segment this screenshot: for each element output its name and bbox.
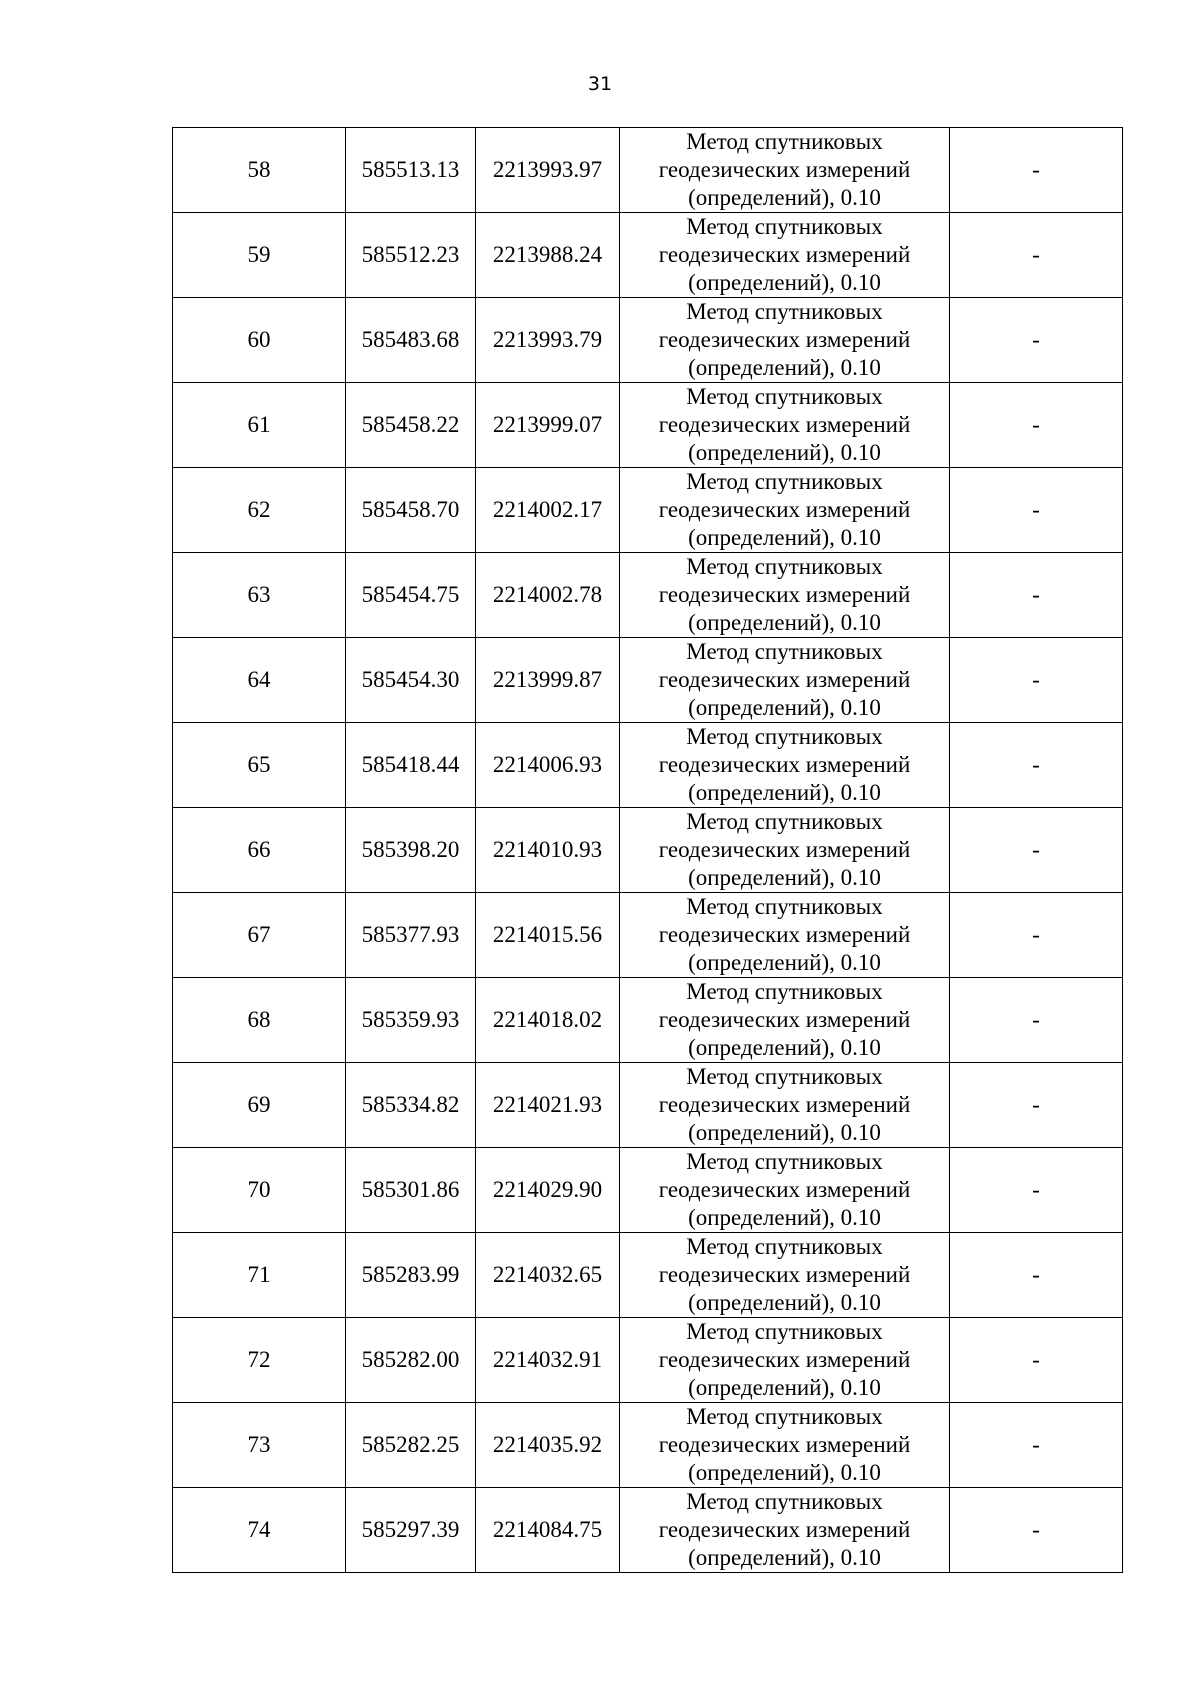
method-cell: [620, 1318, 950, 1403]
method-text-line: геодезических измерений: [658, 1347, 911, 1372]
method-text-line: (определений), 0.10: [688, 525, 881, 550]
method-text-line: (определений), 0.10: [688, 950, 881, 975]
table-row: [173, 213, 1123, 298]
note-cell: -: [950, 1148, 1123, 1233]
method-text-line: (определений), 0.10: [688, 440, 881, 465]
method-text-line: (определений), 0.10: [688, 1205, 881, 1230]
method-text-line: геодезических измерений: [658, 922, 911, 947]
y-coordinate-cell: 2214018.02: [476, 978, 620, 1063]
method-text-line: геодезических измерений: [658, 837, 911, 862]
point-number-cell: 59: [173, 213, 346, 298]
x-coordinate-cell: 585454.30: [346, 638, 476, 723]
coordinates-table-body: [173, 128, 1123, 1573]
x-coordinate-cell: 585359.93: [346, 978, 476, 1063]
page-number: 31: [587, 73, 613, 95]
method-text-line: (определений), 0.10: [688, 1545, 881, 1570]
method-text-line: Метод спутниковых: [686, 1234, 883, 1259]
method-text-line: Метод спутниковых: [686, 384, 883, 409]
method-cell: [620, 553, 950, 638]
table-row: [173, 553, 1123, 638]
method-cell: [620, 723, 950, 808]
table-row: [173, 723, 1123, 808]
y-coordinate-cell: 2214010.93: [476, 808, 620, 893]
method-cell: [620, 893, 950, 978]
point-number-cell: 65: [173, 723, 346, 808]
x-coordinate-cell: 585282.25: [346, 1403, 476, 1488]
x-coordinate-cell: 585418.44: [346, 723, 476, 808]
point-number-cell: 61: [173, 383, 346, 468]
table-row: [173, 638, 1123, 723]
point-number-cell: 69: [173, 1063, 346, 1148]
y-coordinate-cell: 2214084.75: [476, 1488, 620, 1573]
x-coordinate-cell: 585283.99: [346, 1233, 476, 1318]
method-text-line: геодезических измерений: [658, 242, 911, 267]
note-cell: -: [950, 1063, 1123, 1148]
point-number-cell: 66: [173, 808, 346, 893]
method-text-line: (определений), 0.10: [688, 780, 881, 805]
y-coordinate-cell: 2213993.97: [476, 128, 620, 213]
method-cell: [620, 1148, 950, 1233]
table-row: [173, 978, 1123, 1063]
table-row: [173, 383, 1123, 468]
x-coordinate-cell: 585377.93: [346, 893, 476, 978]
y-coordinate-cell: 2213999.87: [476, 638, 620, 723]
method-text-line: Метод спутниковых: [686, 469, 883, 494]
method-cell: [620, 298, 950, 383]
method-text-line: Метод спутниковых: [686, 214, 883, 239]
method-text-line: геодезических измерений: [658, 412, 911, 437]
method-text-line: геодезических измерений: [658, 752, 911, 777]
method-text-line: геодезических измерений: [658, 1432, 911, 1457]
coordinates-table: [172, 127, 1123, 1573]
method-text-line: Метод спутниковых: [686, 1489, 883, 1514]
x-coordinate-cell: 585458.70: [346, 468, 476, 553]
method-text-line: (определений), 0.10: [688, 185, 881, 210]
method-text-line: геодезических измерений: [658, 582, 911, 607]
x-coordinate-cell: 585282.00: [346, 1318, 476, 1403]
y-coordinate-cell: 2213999.07: [476, 383, 620, 468]
note-cell: -: [950, 808, 1123, 893]
method-text-line: Метод спутниковых: [686, 129, 883, 154]
method-text-line: Метод спутниковых: [686, 1319, 883, 1344]
y-coordinate-cell: 2214029.90: [476, 1148, 620, 1233]
note-cell: -: [950, 128, 1123, 213]
method-text-line: геодезических измерений: [658, 1007, 911, 1032]
table-row: [173, 1233, 1123, 1318]
y-coordinate-cell: 2214021.93: [476, 1063, 620, 1148]
note-cell: -: [950, 893, 1123, 978]
note-cell: -: [950, 1318, 1123, 1403]
x-coordinate-cell: 585301.86: [346, 1148, 476, 1233]
x-coordinate-cell: 585334.82: [346, 1063, 476, 1148]
method-text-line: геодезических измерений: [658, 1262, 911, 1287]
method-text-line: Метод спутниковых: [686, 1064, 883, 1089]
method-text-line: геодезических измерений: [658, 1517, 911, 1542]
method-cell: [620, 638, 950, 723]
x-coordinate-cell: 585483.68: [346, 298, 476, 383]
note-cell: -: [950, 723, 1123, 808]
method-text-line: (определений), 0.10: [688, 1375, 881, 1400]
method-text-line: Метод спутниковых: [686, 299, 883, 324]
table-row: [173, 298, 1123, 383]
method-text-line: геодезических измерений: [658, 327, 911, 352]
method-text-line: геодезических измерений: [658, 497, 911, 522]
x-coordinate-cell: 585513.13: [346, 128, 476, 213]
method-text-line: Метод спутниковых: [686, 809, 883, 834]
method-cell: [620, 1488, 950, 1573]
point-number-cell: 72: [173, 1318, 346, 1403]
method-text-line: (определений), 0.10: [688, 695, 881, 720]
method-cell: [620, 1403, 950, 1488]
x-coordinate-cell: 585512.23: [346, 213, 476, 298]
note-cell: -: [950, 1233, 1123, 1318]
method-text-line: геодезических измерений: [658, 1092, 911, 1117]
method-cell: [620, 468, 950, 553]
y-coordinate-cell: 2214015.56: [476, 893, 620, 978]
method-text-line: (определений), 0.10: [688, 1120, 881, 1145]
note-cell: -: [950, 213, 1123, 298]
method-text-line: (определений), 0.10: [688, 355, 881, 380]
method-text-line: геодезических измерений: [658, 157, 911, 182]
method-text-line: (определений), 0.10: [688, 865, 881, 890]
point-number-cell: 62: [173, 468, 346, 553]
x-coordinate-cell: 585297.39: [346, 1488, 476, 1573]
point-number-cell: 67: [173, 893, 346, 978]
method-cell: [620, 1063, 950, 1148]
method-cell: [620, 383, 950, 468]
table-row: [173, 1488, 1123, 1573]
method-text-line: геодезических измерений: [658, 1177, 911, 1202]
point-number-cell: 63: [173, 553, 346, 638]
point-number-cell: 60: [173, 298, 346, 383]
method-text-line: (определений), 0.10: [688, 610, 881, 635]
note-cell: -: [950, 638, 1123, 723]
method-cell: [620, 213, 950, 298]
method-text-line: (определений), 0.10: [688, 1290, 881, 1315]
table-row: [173, 468, 1123, 553]
point-number-cell: 73: [173, 1403, 346, 1488]
method-cell: [620, 978, 950, 1063]
method-text-line: Метод спутниковых: [686, 554, 883, 579]
method-cell: [620, 128, 950, 213]
note-cell: -: [950, 298, 1123, 383]
method-text-line: Метод спутниковых: [686, 724, 883, 749]
method-text-line: Метод спутниковых: [686, 639, 883, 664]
y-coordinate-cell: 2214006.93: [476, 723, 620, 808]
y-coordinate-cell: 2214032.65: [476, 1233, 620, 1318]
note-cell: -: [950, 978, 1123, 1063]
point-number-cell: 70: [173, 1148, 346, 1233]
method-text-line: Метод спутниковых: [686, 1149, 883, 1174]
method-cell: [620, 808, 950, 893]
note-cell: -: [950, 383, 1123, 468]
method-text-line: Метод спутниковых: [686, 1404, 883, 1429]
y-coordinate-cell: 2213988.24: [476, 213, 620, 298]
note-cell: -: [950, 468, 1123, 553]
method-text-line: геодезических измерений: [658, 667, 911, 692]
table-row: [173, 893, 1123, 978]
y-coordinate-cell: 2214002.17: [476, 468, 620, 553]
x-coordinate-cell: 585398.20: [346, 808, 476, 893]
y-coordinate-cell: 2214035.92: [476, 1403, 620, 1488]
point-number-cell: 74: [173, 1488, 346, 1573]
point-number-cell: 68: [173, 978, 346, 1063]
method-text-line: (определений), 0.10: [688, 1460, 881, 1485]
x-coordinate-cell: 585458.22: [346, 383, 476, 468]
table-row: [173, 1063, 1123, 1148]
table-row: [173, 1403, 1123, 1488]
table-row: [173, 1148, 1123, 1233]
method-text-line: (определений), 0.10: [688, 270, 881, 295]
y-coordinate-cell: 2214032.91: [476, 1318, 620, 1403]
point-number-cell: 64: [173, 638, 346, 723]
y-coordinate-cell: 2213993.79: [476, 298, 620, 383]
method-text-line: (определений), 0.10: [688, 1035, 881, 1060]
method-text-line: Метод спутниковых: [686, 979, 883, 1004]
table-row: [173, 1318, 1123, 1403]
point-number-cell: 58: [173, 128, 346, 213]
y-coordinate-cell: 2214002.78: [476, 553, 620, 638]
point-number-cell: 71: [173, 1233, 346, 1318]
note-cell: -: [950, 1403, 1123, 1488]
x-coordinate-cell: 585454.75: [346, 553, 476, 638]
table-row: [173, 808, 1123, 893]
note-cell: -: [950, 553, 1123, 638]
method-cell: [620, 1233, 950, 1318]
method-text-line: Метод спутниковых: [686, 894, 883, 919]
note-cell: -: [950, 1488, 1123, 1573]
table-row: [173, 128, 1123, 213]
